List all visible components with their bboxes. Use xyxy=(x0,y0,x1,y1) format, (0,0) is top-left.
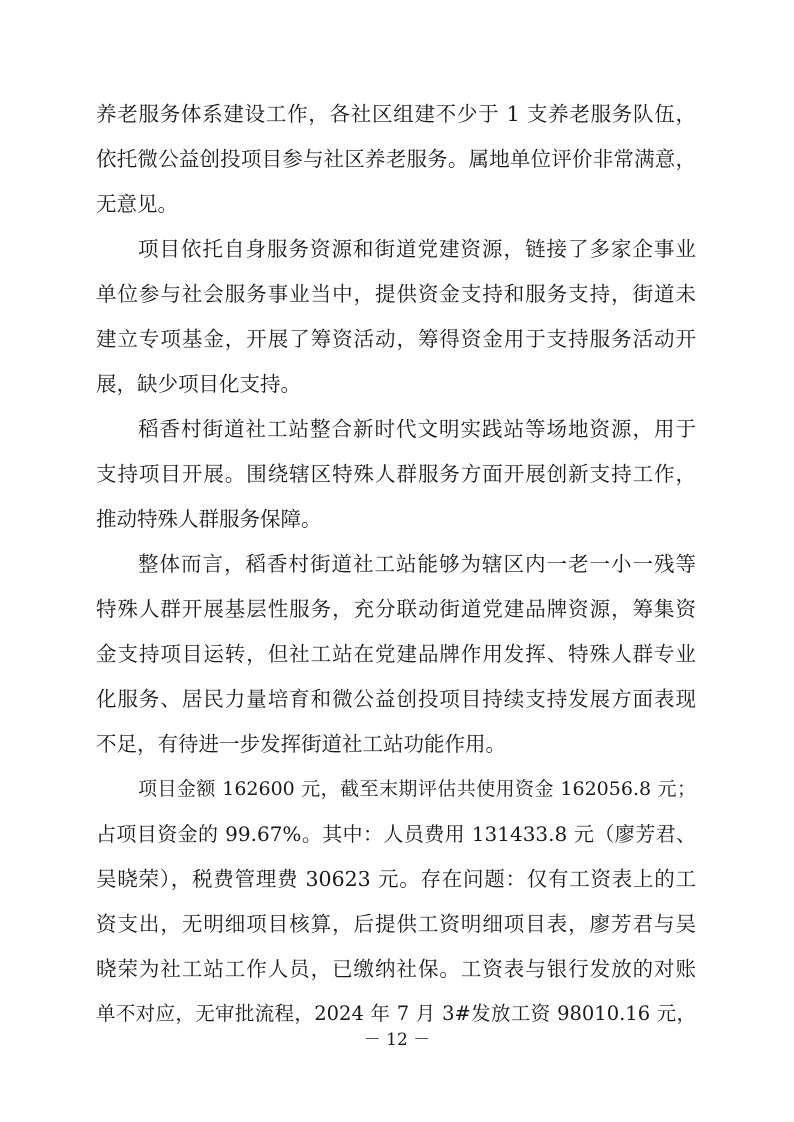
paragraph-line: 不足，有待进一步发挥街道社工站功能作用。 xyxy=(96,732,506,756)
paragraph-line: 占项目资金的 99.67%。其中：人员费用 131433.8 元（廖芳君、 xyxy=(96,822,696,846)
paragraph-line: 推动特殊人群服务保障。 xyxy=(96,507,322,531)
paragraph-line: 无意见。 xyxy=(96,192,178,216)
paragraph-line: 稻香村街道社工站整合新时代文明实践站等场地资源，用于 xyxy=(138,417,696,441)
paragraph-line: 展，缺少项目化支持。 xyxy=(96,372,301,396)
paragraph-line: 晓荣为社工站工作人员，已缴纳社保。工资表与银行发放的对账 xyxy=(96,957,696,981)
paragraph-line: 吴晓荣），税费管理费 30623 元。存在问题：仅有工资表上的工 xyxy=(96,867,696,891)
page-number: － 12 － xyxy=(363,1030,431,1050)
paragraph-line: 化服务、居民力量培育和微公益创投项目持续支持发展方面表现 xyxy=(96,687,696,711)
paragraph-line: 支持项目开展。围绕辖区特殊人群服务方面开展创新支持工作， xyxy=(96,462,696,486)
paragraph-line: 资支出，无明细项目核算，后提供工资明细项目表，廖芳君与吴 xyxy=(96,912,696,936)
paragraph-line: 单位参与社会服务事业当中，提供资金支持和服务支持，街道未 xyxy=(96,282,696,306)
paragraph-line: 项目金额 162600 元，截至末期评估共使用资金 162056.8 元； xyxy=(138,778,696,800)
paragraph-line: 整体而言，稻香村街道社工站能够为辖区内一老一小一残等 xyxy=(138,552,696,576)
paragraph-line: 特殊人群开展基层性服务，充分联动街道党建品牌资源，筹集资 xyxy=(96,597,696,621)
paragraph-line: 建立专项基金，开展了筹资活动，筹得资金用于支持服务活动开 xyxy=(96,327,696,351)
paragraph-line: 依托微公益创投项目参与社区养老服务。属地单位评价非常满意， xyxy=(96,147,696,171)
paragraph-line: 养老服务体系建设工作，各社区组建不少于 1 支养老服务队伍， xyxy=(96,102,696,126)
paragraph-line: 项目依托自身服务资源和街道党建资源，链接了多家企事业 xyxy=(138,237,696,261)
paragraph-line: 金支持项目运转，但社工站在党建品牌作用发挥、特殊人群专业 xyxy=(96,642,696,666)
paragraph-line: 单不对应，无审批流程，2024 年 7 月 3#发放工资 98010.16 元， xyxy=(96,1002,696,1025)
